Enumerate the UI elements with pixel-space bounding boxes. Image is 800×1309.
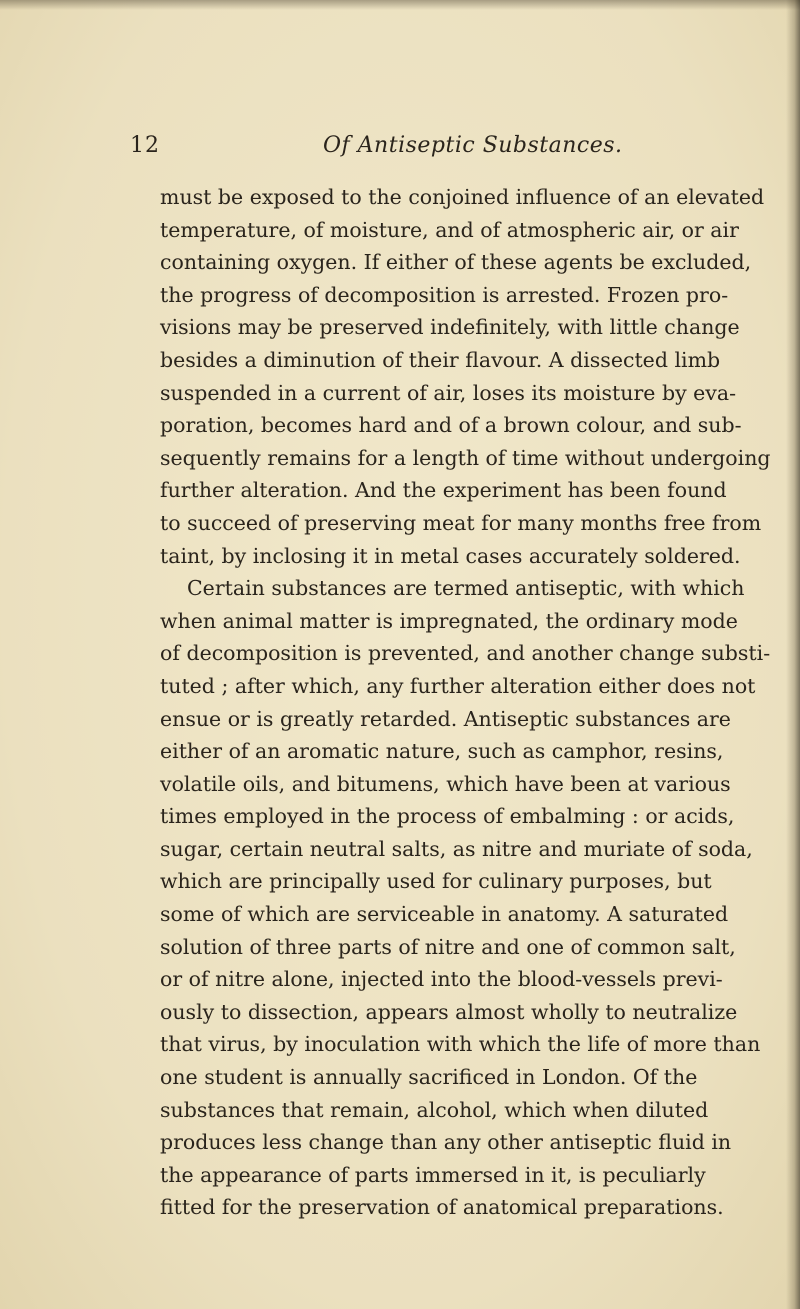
text-line: suspended in a current of air, loses its moisture by eva- (160, 380, 737, 405)
text-line: taint, by inclosing it in metal cases accurately soldered. (160, 543, 741, 568)
running-title: Of Antiseptic Substances. (323, 133, 623, 158)
text-line: one student is annually sacrificed in London. Of the (160, 1065, 698, 1090)
text-line: fitted for the preservation of anatomical preparations. (160, 1195, 724, 1220)
text-line: must be exposed to the conjoined influence of an elevated (160, 185, 765, 209)
text-line: that virus, by inoculation with which the life of more than (160, 1032, 761, 1057)
text-line: ously to dissection, appears almost wholly to neutralize (160, 999, 738, 1024)
text-line: solution of three parts of nitre and one of common salt, (160, 934, 736, 959)
text-line: further alteration. And the experiment has been found (160, 478, 727, 503)
text-line: sequently remains for a length of time without undergoing (160, 445, 771, 470)
page-number: 12 (130, 133, 160, 158)
body-text (160, 181, 771, 1224)
text-line: times employed in the process of embalming : or acids, (160, 804, 735, 829)
text-line: temperature, of moisture, and of atmospheric air, or air (160, 217, 739, 242)
page-header (130, 133, 670, 167)
text-line: or of nitre alone, injected into the blood-vessels previ- (160, 967, 723, 992)
text-line: volatile oils, and bitumens, which have been at various (160, 771, 731, 796)
right-edge-shadow (786, 0, 800, 1309)
text-line: the progress of decomposition is arrested. Frozen pro- (160, 282, 729, 307)
text-line: poration, becomes hard and of a brown colour, and sub- (160, 413, 742, 438)
text-line: produces less change than any other antiseptic fluid in (160, 1130, 732, 1155)
text-line: visions may be preserved indefinitely, with little change (160, 315, 740, 340)
text-line: containing oxygen. If either of these agents be excluded, (160, 250, 752, 275)
text-line: of decomposition is prevented, and another change substi- (160, 641, 771, 666)
text-line: either of an aromatic nature, such as camphor, resins, (160, 739, 724, 764)
text-line: ensue or is greatly retarded. Antiseptic substances are (160, 706, 731, 731)
text-line: the appearance of parts immersed in it, is peculiarly (160, 1162, 706, 1187)
text-line: to succeed of preserving meat for many months free from (160, 510, 762, 535)
top-edge-shadow (0, 0, 800, 10)
text-line: which are principally used for culinary purposes, but (160, 869, 712, 894)
text-line: substances that remain, alcohol, which when diluted (160, 1097, 709, 1122)
text-line: when animal matter is impregnated, the ordinary mode (160, 608, 738, 633)
text-line: besides a diminution of their flavour. A dissected limb (160, 347, 721, 372)
text-line: sugar, certain neutral salts, as nitre and muriate of soda, (160, 836, 753, 861)
text-line: some of which are serviceable in anatomy. A saturated (160, 902, 729, 927)
text-line: tuted ; after which, any further alteration either does not (160, 673, 756, 698)
text-line: Certain substances are termed antiseptic, with which (187, 576, 745, 601)
